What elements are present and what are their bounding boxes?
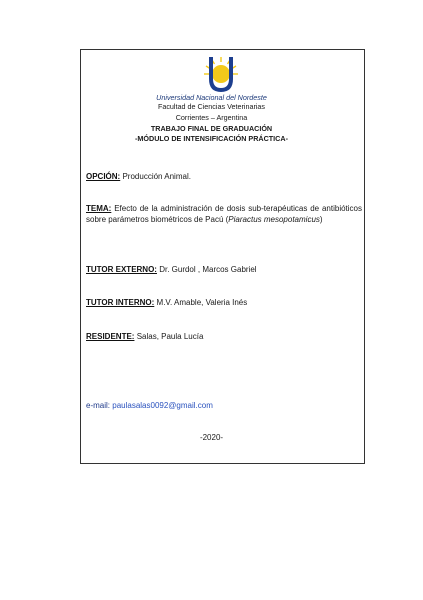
tutor-interno-line <box>86 297 362 308</box>
tema-text: Efecto de la administración de dosis sub-terapéuticas de antibióticos sobre parámetros biométricos de Pacú ( <box>86 204 362 224</box>
tema-label: TEMA: <box>86 204 112 213</box>
work-type: TRABAJO FINAL DE GRADUACIÓN <box>150 124 273 133</box>
opcion-value: Producción Animal. <box>122 172 191 181</box>
year: -2020- <box>199 433 224 442</box>
university-name: Universidad Nacional del Nordeste <box>156 93 267 102</box>
module-title: -MÓDULO DE INTENSIFICACIÓN PRÁCTICA- <box>135 134 288 143</box>
university-logo-icon <box>199 55 243 95</box>
location: Corrientes – Argentina <box>175 113 248 122</box>
tutor-interno-value: M.V. Amable, Valeria Inés <box>156 298 248 307</box>
email-line <box>86 400 362 411</box>
tema-species: Piaractus mesopotamicus <box>228 215 320 224</box>
email-link[interactable]: paulasalas0092@gmail.com <box>112 401 213 410</box>
residente-label: RESIDENTE: <box>86 332 135 341</box>
tutor-externo-line <box>86 264 362 275</box>
tutor-interno-label: TUTOR INTERNO: <box>86 298 155 307</box>
tema-close: ) <box>319 215 323 224</box>
faculty-name: Facultad de Ciencias Veterinarias <box>157 102 266 111</box>
tutor-externo-label: TUTOR EXTERNO: <box>86 265 157 274</box>
email-label: e-mail: <box>86 401 111 410</box>
residente-line <box>86 331 362 342</box>
tutor-externo-value: Dr. Gurdol , Marcos Gabriel <box>159 265 257 274</box>
tema-paragraph <box>86 203 362 225</box>
opcion-line <box>86 171 362 182</box>
opcion-label: OPCIÓN: <box>86 172 121 181</box>
residente-value: Salas, Paula Lucía <box>136 332 204 341</box>
